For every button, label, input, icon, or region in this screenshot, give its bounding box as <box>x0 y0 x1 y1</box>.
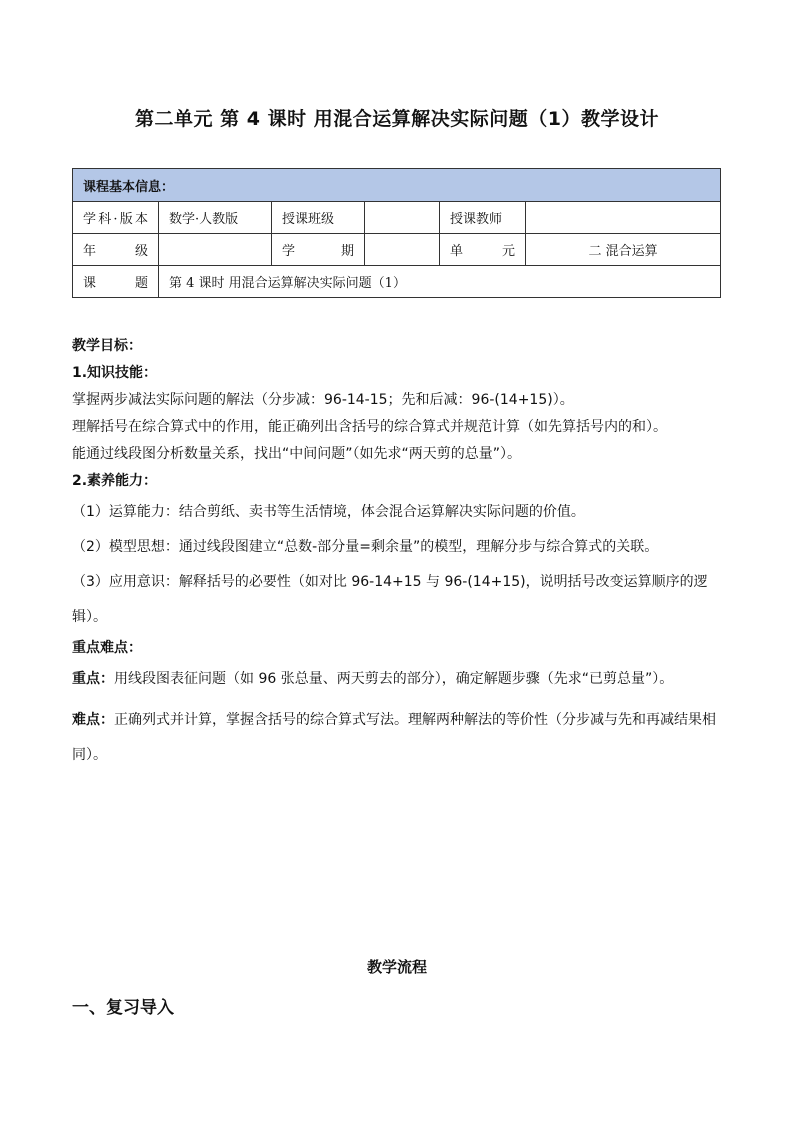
knowledge-heading: 1.知识技能： <box>72 365 158 381</box>
unit-label: 单 元 <box>440 234 526 266</box>
lesson-value: 第 4 课时 用混合运算解决实际问题（1） <box>159 266 721 298</box>
subject-value: 数学·人教版 <box>159 202 272 234</box>
table-row <box>73 266 721 298</box>
knowledge-item: 理解括号在综合算式中的作用，能正确列出含括号的综合算式并规范计算（如先算括号内的和）。 <box>72 419 667 435</box>
difficulty-label: 难点： <box>72 712 114 728</box>
knowledge-item: 掌握两步减法实际问题的解法（分步减：96-14-15；先和后减：96-(14+15)）。 <box>72 392 574 408</box>
teacher-label: 授课教师 <box>440 202 526 234</box>
literacy-item: （2）模型思想：通过线段图建立“总数-部分量=剩余量”的模型，理解分步与综合算式的关联。 <box>72 539 659 555</box>
table-row <box>73 202 721 234</box>
literacy-item: （3）应用意识：解释括号的必要性（如对比 96-14+15 与 96-(14+15)，说明括号改变运算顺序的逻辑）。 <box>72 574 708 625</box>
teacher-value <box>526 202 721 234</box>
document-title: 第二单元 第 4 课时 用混合运算解决实际问题（1）教学设计 <box>135 108 659 130</box>
flow-title: 教学流程 <box>366 958 427 976</box>
table-header-row <box>73 169 721 202</box>
unit-value: 二 混合运算 <box>526 234 721 266</box>
grade-label: 年 级 <box>73 234 159 266</box>
subject-label: 学科·版本 <box>73 202 159 234</box>
term-value <box>365 234 440 266</box>
table-row <box>73 234 721 266</box>
goals-heading: 教学目标： <box>72 338 142 354</box>
difficulty-paragraph <box>72 703 724 773</box>
section-heading: 一、复习导入 <box>72 998 174 1018</box>
knowledge-item: 能通过线段图分析数量关系，找出“中间问题”（如先求“两天剪的总量”）。 <box>72 446 522 462</box>
key-points-heading: 重点难点： <box>72 640 142 656</box>
literacy-item: （1）运算能力：结合剪纸、卖书等生活情境，体会混合运算解决实际问题的价值。 <box>72 504 585 520</box>
term-label: 学 期 <box>272 234 365 266</box>
focus-text: 用线段图表征问题（如 96 张总量、两天剪去的部分），确定解题步骤（先求“已剪总量”）。 <box>114 671 674 687</box>
course-info-table <box>72 168 721 298</box>
literacy-heading: 2.素养能力： <box>72 473 158 489</box>
class-value <box>365 202 440 234</box>
focus-label: 重点： <box>72 671 114 687</box>
grade-value <box>159 234 272 266</box>
document-body <box>72 333 724 773</box>
focus-paragraph <box>72 662 724 697</box>
table-header: 课程基本信息： <box>73 169 721 202</box>
class-label: 授课班级 <box>272 202 365 234</box>
difficulty-text: 正确列式并计算，掌握含括号的综合算式写法。理解两种解法的等价性（分步减与先和再减结果相同）。 <box>72 712 716 763</box>
lesson-label: 课 题 <box>73 266 159 298</box>
